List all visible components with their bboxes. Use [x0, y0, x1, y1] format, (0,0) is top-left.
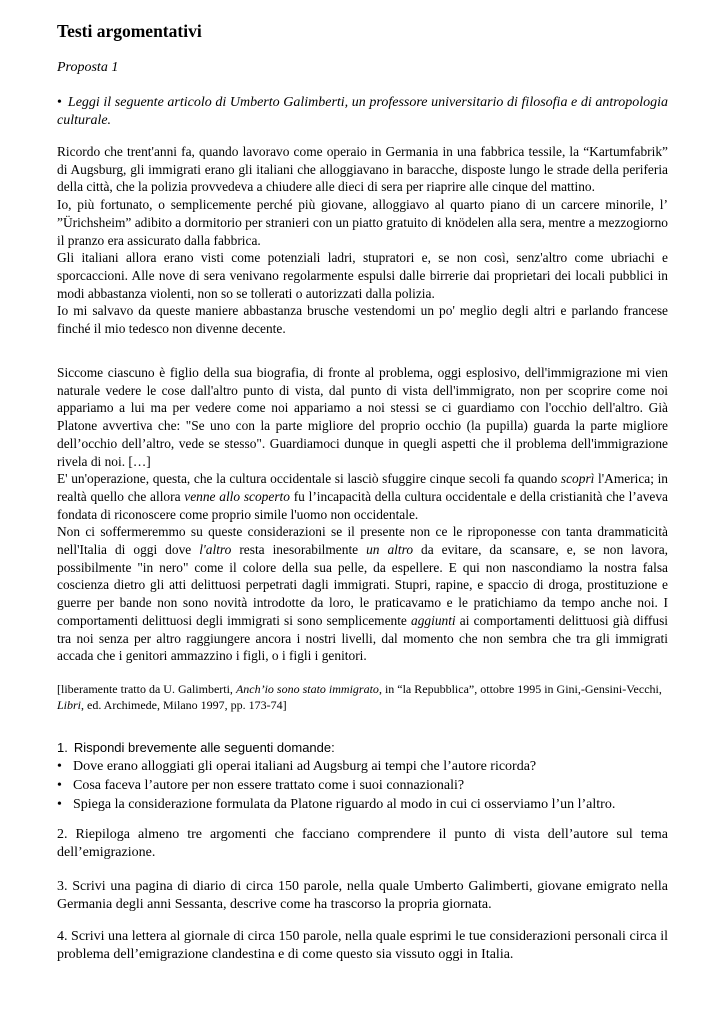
italic-run: un altro: [366, 542, 414, 558]
page-title: Testi argomentativi: [57, 21, 202, 41]
list-item: [57, 795, 668, 814]
article-paragraph: Siccome ciascuno è figlio della sua biografia, di fronte al problema, oggi esplosivo, dell'immigrazione mi vien naturale vedere le cose dall'altro punto di vista, dal punto di vista dell'immigrato, non per scoprire come noi appariamo a lui ma per vedere come noi appariamo a noi stessi se ci guardiamo con l'occhio dell'altro. Già Platone avvertiva che: "Se uno con la parte migliore del proprio occhio (la pupilla) guarda la parte migliore dell’occhio dell’altro, vede se stesso". Guardiamoci dunque in quegli aspetti che il problema dell'immigrazione rivela di noi. […]: [57, 365, 668, 469]
question-heading-text: Rispondi brevemente alle seguenti domande:: [73, 740, 335, 755]
article-paragraph: Gli italiani allora erano visti come potenziali ladri, stupratori e, se non così, senz'altro come ubriachi e sporcaccioni. Alle nove di sera venivano regolarmente espulsi dalle birrerie dai proprietari dei locali pubblici in modi abbastanza violenti, non so se tollerati o autorizzati dalla polizia.: [57, 250, 668, 301]
text-run: E' un'operazione, questa, che la cultura occidentale si lasciò sfuggire cinque secoli fa quando: [57, 471, 561, 487]
task-2: 2. Riepiloga almeno tre argomenti che facciano comprendere il punto di vista dell’autore sul tema dell’emigrazione.: [57, 827, 668, 860]
article-paragraph: [57, 470, 668, 523]
article-part-1: [57, 143, 668, 338]
questions-list: [57, 757, 668, 814]
italic-run: aggiunti: [411, 612, 456, 628]
text-run: resta inesorabilmente: [231, 542, 367, 558]
questions-heading: [57, 738, 668, 757]
text-run: fu l’incapacità della cultura occidentale e della cristianità che l’aveva fondata di riconoscere come proprio simile l'uomo non occidentale.: [57, 488, 668, 522]
questions-section: [57, 738, 668, 814]
intro-instruction: [57, 94, 668, 130]
text-run: da evitare, da scansare, e, se non lavora, possibilmente "in nero" come il colore della sua pelle, da espellere. E qui non nascondiamo la nostra falsa coscienza dietro gli atti delittuosi perpetrati dagli immigrati. Stupri, rapine, e spaccio di droga, prostituzione e guerre per bande non sono novità introdotte da loro, le praticavamo e le pratichiamo da tempo anche noi. I comportamenti delittuosi degli immigrati si sono semplicemente: [57, 542, 668, 628]
question-number: 1.: [57, 740, 68, 755]
article-part-2: [57, 364, 668, 665]
task-4: 4. Scrivi una lettera al giornale di circa 150 parole, nella quale esprimi le tue considerazioni personali circa il problema dell’emigrazione clandestina e di come questo sia vissuto oggi in Italia.: [57, 929, 668, 962]
italic-run: scoprì: [560, 471, 595, 487]
text-run: Non ci soffermeremmo su queste considerazioni se il presente non ce le riproponesse con tanta drammaticità nell'Italia di oggi dove: [57, 524, 668, 558]
list-item: [57, 757, 668, 776]
question-text: Dove erano alloggiati gli operai italiani ad Augsburg ai tempi che l’autore ricorda?: [73, 759, 537, 774]
article-paragraph: Io mi salvavo da queste maniere abbastanza brusche vestendomi un po' meglio degli altri e parlando francese finché il mio tedesco non divenne decente.: [57, 303, 668, 337]
article-paragraph: Ricordo che trent'anni fa, quando lavoravo come operaio in Germania in una fabbrica tessile, la “Kartumfabrik” di Augsburg, gli immigrati erano gli italiani che alloggiavano in baracche, disposte lungo le strade della periferia della città, che la polizia provvedeva a chiudere alle dieci di sera per riaprire alle cinque del mattino.: [57, 144, 668, 195]
text-run: , ed. Archimede, Milano 1997, pp. 173-74]: [81, 697, 287, 712]
italic-run: Anch’io sono stato immigrato: [235, 682, 379, 696]
article-paragraph: [57, 523, 668, 665]
task-3: 3. Scrivi una pagina di diario di circa 150 parole, nella quale Umberto Galimberti, giovane emigrato nella Germania degli anni Sessanta, descrive come ha trascorso la propria giornata.: [57, 879, 668, 912]
bullet-icon: •: [57, 797, 62, 812]
question-text: Cosa faceva l’autore per non essere trattato come i suoi connazionali?: [73, 778, 465, 793]
bullet-icon: •: [57, 778, 62, 793]
list-item: [57, 776, 668, 795]
italic-run: l'altro: [199, 542, 232, 558]
italic-run: Libri: [57, 697, 82, 712]
text-run: ai comportamenti delittuosi già diffusi tra noi senza per altro raggiungere ancora i nostri livelli, dal momento che non sembra che tra gli immigrati accada che i genitori ammazzino i figli, o i figli i genitori.: [57, 612, 668, 664]
article-paragraph: Io, più fortunato, o semplicemente perché più giovane, alloggiavo al quarto piano di un carcere minorile, l’ ”Ürichsheim” adibito a dormitorio per stranieri con un piatto gratuito di knödelen alla sera, mentre a mezzogiorno il pranzo era assicurato dalla fabbrica.: [57, 197, 668, 248]
italic-run: venne allo scoperto: [184, 488, 290, 504]
text-run: l'America; in realtà quello che allora: [57, 471, 668, 504]
source-citation: [57, 682, 668, 713]
question-text: Spiega la considerazione formulata da Platone riguardo al modo in cui ci osserviamo l’un l’altro.: [73, 797, 616, 812]
text-run: [liberamente tratto da U. Galimberti,: [57, 682, 236, 696]
proposta-label: Proposta 1: [57, 60, 119, 75]
text-run: , in “la Repubblica”, ottobre 1995 in Gini,-Gensini-Vecchi,: [378, 682, 662, 696]
intro-text: Leggi il seguente articolo di Umberto Galimberti, un professore universitario di filosofia e di antropologia culturale.: [57, 95, 668, 128]
bullet-icon: •: [57, 95, 62, 110]
bullet-icon: •: [57, 759, 62, 774]
